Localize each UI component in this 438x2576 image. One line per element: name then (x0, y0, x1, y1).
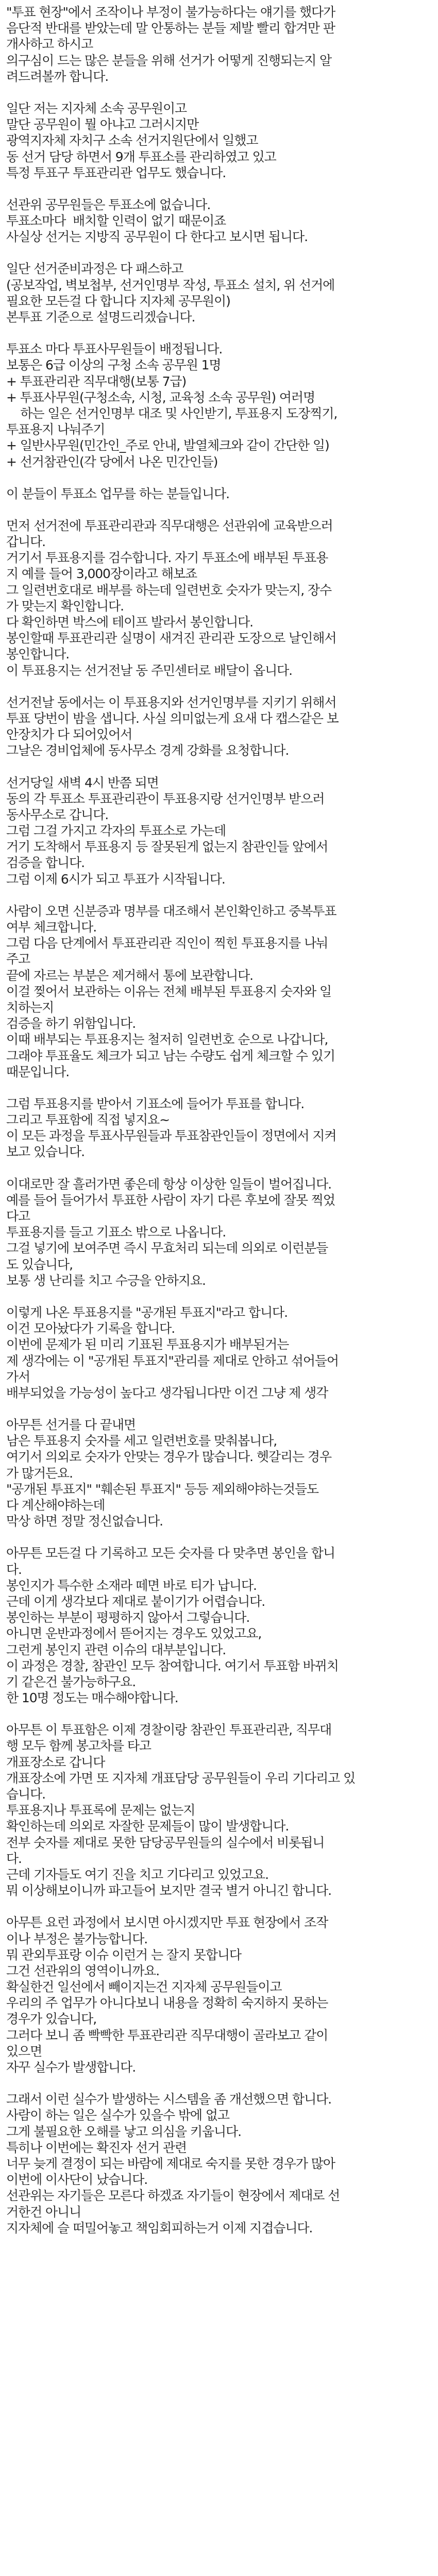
text-line: 동사무소로 갑니다. (6, 807, 109, 822)
text-line: 확실한건 일선에서 빼이지는건 지자체 공무원들이고 (6, 1979, 282, 1995)
paragraph (6, 486, 432, 502)
text-line: 근데 기자들도 여기 진을 치고 기다리고 있었고요. (6, 1867, 268, 1882)
text-line: 이번에 이사단이 났습니다. (6, 2172, 148, 2188)
text-line: 거기 도착해서 투표용지 등 잘못된게 없는지 참관인들 앞에서 (6, 839, 328, 855)
text-line: 행 모두 함께 봉고차를 타고 (6, 1738, 151, 1754)
text-line: 가서 (6, 1369, 30, 1384)
text-line: 그 일련번호대로 배부를 하는데 일련번호 숫자가 맞는지, 장수 (6, 582, 332, 598)
text-line: 이나 부정은 불가능합니다. (6, 1931, 148, 1946)
text-line: 아무튼 선거를 다 끝내면 (6, 1417, 136, 1433)
text-line: 그래야 투표율도 체크가 되고 남는 수량도 쉽게 체크할 수 있기 (6, 1048, 335, 1063)
text-line: 보통은 6급 이상의 구청 소속 공무원 1명 (6, 358, 221, 373)
paragraph (6, 341, 432, 470)
text-line: 너무 늦게 결정이 되는 바람에 제대로 숙지를 못한 경우가 많아 (6, 2156, 335, 2171)
text-line: 그건 선관위의 영역이니까요. (6, 1963, 160, 1978)
text-line: 다고 (6, 1209, 30, 1224)
text-line: 그런게 봉인지 관련 이슈의 대부분입니다. (6, 1642, 226, 1657)
text-line: 본투표 기준으로 설명드리겠습니다. (6, 310, 195, 325)
text-line: 안장치가 다 되어있어서 (6, 727, 132, 742)
text-line: 우리의 주 업무가 아니다보니 내용을 정확히 숙지하지 못하는 (6, 1995, 328, 2011)
text-line: 여부 체크합니다. (6, 920, 97, 935)
text-line: 광역지자체 자치구 소속 선거지원단에서 일했고 (6, 133, 258, 148)
text-line: 선거전날 동에서는 이 투표용지와 선거인명부를 지키기 위해서 (6, 694, 336, 710)
text-line: 갑니다. (6, 534, 45, 550)
text-line: 투표용지나 투표록에 문제는 없는지 (6, 1803, 195, 1818)
paragraph (6, 2091, 432, 2236)
text-line: 기 같은건 불가능하구요. (6, 1674, 136, 1689)
text-line: 이렇게 나온 투표용지를 "공개된 투표지"라고 합니다. (6, 1304, 288, 1320)
paragraph (6, 903, 432, 1080)
text-line: 사실상 선거는 지방직 공무원이 다 한다고 보시면 됩니다. (6, 229, 308, 245)
paragraph (6, 518, 432, 679)
text-line: 이때 배부되는 투표용지는 철저히 일련번호 순으로 나갑니다, (6, 1032, 328, 1047)
paragraph (6, 261, 432, 325)
text-line: 때문입니다. (6, 1064, 70, 1079)
paragraph (6, 1417, 432, 1529)
text-line: 아무튼 요런 과정에서 보시면 아시겠지만 투표 현장에서 조작 (6, 1915, 328, 1930)
text-line: 경우가 있습니다, (6, 2011, 97, 2027)
text-line: 려드려볼까 합니다. (6, 69, 109, 84)
text-line: 개사하고 하시고 (6, 37, 93, 52)
text-line: 여기서 의외로 숫자가 안맞는 경우가 많습니다. 헷갈리는 경우 (6, 1449, 332, 1465)
text-line: 검증을 합니다. (6, 855, 85, 871)
text-line: 동 선거 담당 하면서 9개 투표소를 관리하였고 있고 (6, 149, 276, 164)
text-line: 그걸 넣기에 보여주면 즉시 무효처리 되는데 의외로 이런분들 (6, 1241, 328, 1256)
text-line: 동의 각 투표소 투표관리관이 투표용지랑 선거인명부 받으러 (6, 791, 325, 806)
text-line: + 투표사무원(구청소속, 시청, 교육청 소속 공무원) 여러명 (6, 389, 315, 405)
text-line: 말단 공무원이 뭘 아냐고 그러시지만 (6, 117, 199, 132)
text-line: + 투표관리관 직무대행(보통 7급) (6, 374, 187, 389)
text-line: 뭐 이상해보이니까 파고들어 보지만 결국 별거 아니긴 합니다. (6, 1883, 332, 1899)
text-line: 아무튼 이 투표함은 이제 경찰이랑 참관인 투표관리관, 직무대 (6, 1722, 332, 1738)
text-line: 일단 저는 지자체 소속 공무원이고 (6, 100, 187, 116)
text-line: 가 맞는지 확인합니다. (6, 598, 124, 614)
text-line: 한 10명 정도는 매수해야합니다. (6, 1690, 178, 1706)
text-line: 그래서 이런 실수가 발생하는 시스템을 좀 개선했으면 합니다. (6, 2092, 332, 2107)
text-line: 다 확인하면 박스에 테이프 발라서 봉인합니다. (6, 615, 254, 630)
text-line: 그리고 투표함에 직접 넣지요~ (6, 1112, 170, 1128)
text-line: "공개된 투표지" "훼손된 투표지" 등등 제외해야하는것들도 (6, 1481, 318, 1497)
text-line: 음단적 반대를 받았는데 말 안통하는 분들 제발 빨리 합겨만 판 (6, 21, 335, 36)
text-line: 의구심이 드는 많은 분들을 위해 선거가 어떻게 진행되는지 알 (6, 53, 332, 68)
text-line: 이대로만 잘 흘러가면 좋은데 항상 이상한 일들이 벌어집니다. (6, 1176, 332, 1192)
text-line: 사람이 오면 신분증과 명부를 대조해서 본인확인하고 중복투표 (6, 903, 336, 919)
paragraph (6, 1545, 432, 1706)
text-line: 뭐 관외투표랑 이슈 이런거 는 잘지 못합니다 (6, 1947, 241, 1962)
text-line: 사람이 하는 일은 실수가 있을수 밖에 없고 (6, 2108, 229, 2123)
text-line: 이 분들이 투표소 업무를 하는 분들입니다. (6, 486, 229, 501)
paragraph (6, 4, 432, 84)
text-line: 근데 이게 생각보다 제대로 붙이기가 어렵습니다. (6, 1594, 265, 1609)
text-line: 하는 일은 선거인명부 대조 및 사인받기, 투표용지 도장찍기, (6, 405, 338, 421)
text-line: 보고 있습니다. (6, 1144, 85, 1160)
text-line: 필요한 모든걸 다 합니다 지자체 공무원이) (6, 293, 230, 309)
text-line: 선관위 공무원들은 투표소에 없습니다. (6, 197, 211, 212)
text-line: 있으면 (6, 2043, 42, 2059)
text-line: 특정 투표구 투표관리관 업무도 했습니다. (6, 165, 226, 180)
text-line: 이번에 문제가 된 미리 기표된 투표용지가 배부된거는 (6, 1337, 289, 1352)
text-line: 그러다 보니 좀 빡빡한 투표관리관 직무대행이 골라보고 같이 (6, 2027, 328, 2043)
text-line: 개표장소로 갑니다 (6, 1754, 105, 1770)
text-line: 거기서 투표용지를 검수합니다. 자기 투표소에 배부된 투표용 (6, 550, 328, 566)
text-line: 지자체에 슬 떠밀어놓고 책임회피하는거 이제 지겹습니다. (6, 2220, 313, 2235)
text-line: 먼저 선거전에 투표관리관과 직무대행은 선관위에 교육받으러 (6, 518, 333, 533)
text-line: 예를 들어 들어가서 투표한 사람이 자기 다른 후보에 잘못 찍었 (6, 1192, 335, 1208)
text-line: 투표 당번이 밤을 샙니다. 사실 의미없는게 요새 다 캡스같은 보 (6, 710, 339, 726)
text-line: 확인하는데 의외로 자잘한 문제들이 많이 발생합니다. (6, 1819, 289, 1834)
text-line: 그날은 경비업체에 동사무소 경계 강화를 요청합니다. (6, 743, 289, 758)
post-body (6, 4, 432, 2252)
text-line: 전부 숫자를 제대로 못한 담당공무원들의 실수에서 비롯됩니 (6, 1835, 325, 1850)
text-line: (공보작업, 벽보첩부, 선거인명부 작성, 투표소 설치, 위 선거에 (6, 277, 335, 293)
text-line: + 일반사무원(민간인_주로 안내, 발열체크와 같이 간단한 일) (6, 438, 329, 453)
paragraph (6, 775, 432, 887)
text-line: 치하는지 (6, 999, 54, 1015)
text-line: 이건 모아놨다가 기록을 합니다. (6, 1321, 175, 1336)
text-line: 자꾸 실수가 발생합니다. (6, 2060, 136, 2075)
paragraph (6, 1722, 432, 1899)
text-line: 투표용지를 들고 기표소 밖으로 나옵니다. (6, 1225, 226, 1240)
text-line: 아무튼 모든걸 다 기록하고 모든 숫자를 다 맞추면 봉인을 합니 (6, 1546, 335, 1561)
text-line: 그럼 그걸 가지고 각자의 투표소로 가는데 (6, 823, 226, 839)
text-line: 다. (6, 1562, 22, 1577)
paragraph (6, 1096, 432, 1160)
text-line: 이 투표용지는 선거전날 동 주민센터로 배달이 옵니다. (6, 663, 293, 678)
paragraph (6, 1914, 432, 2075)
text-line: 투표용지 나눠주기 (6, 422, 105, 437)
text-line: 투표소 마다 투표사무원들이 배정됩니다. (6, 342, 223, 357)
text-line: 지 예를 들어 3,000장이라고 해보죠 (6, 566, 197, 582)
text-line: 주고 (6, 952, 30, 967)
paragraph (6, 694, 432, 759)
text-line: 다. (6, 1851, 22, 1866)
paragraph (6, 197, 432, 245)
paragraph (6, 1176, 432, 1289)
paragraph (6, 1304, 432, 1401)
text-line: 선관위는 자기들은 모른다 하겠죠 자기들이 현장에서 제대로 선 (6, 2188, 340, 2204)
text-line: 일단 선거준비과정은 다 패스하고 (6, 261, 183, 277)
paragraph (6, 100, 432, 181)
text-line: 개표장소에 가면 또 지자체 개표담당 공무원들이 우리 기다리고 있 (6, 1770, 356, 1786)
text-line: 이걸 찢어서 보관하는 이유는 전체 배부된 투표용지 숫자와 일 (6, 984, 332, 999)
text-line: 그게 불필요한 오해를 낳고 의심을 키웁니다. (6, 2124, 241, 2139)
text-line: 봉인할때 투표관리관 실명이 새겨진 관리관 도장으로 날인해서 (6, 631, 336, 646)
text-line: 그럼 투표용지를 받아서 기표소에 들어가 투표를 합니다. (6, 1096, 305, 1111)
text-line: 투표소마다 배치할 인력이 없기 때문이죠 (6, 213, 226, 229)
text-line: 아니면 운반과정에서 뜯어지는 경우도 있었고요, (6, 1626, 262, 1641)
text-line: 그럼 이제 6시가 되고 투표가 시작됩니다. (6, 871, 225, 887)
text-line: 봉인합니다. (6, 647, 70, 662)
text-line: 검증을 하기 위함입니다. (6, 1016, 136, 1031)
text-line: 보통 생 난리를 치고 수긍을 안하지요. (6, 1273, 206, 1288)
text-line: 봉인지가 특수한 소재라 떼면 바로 티가 납니다. (6, 1578, 257, 1593)
text-line: 배부되었을 가능성이 높다고 생각됩니다만 이건 그냥 제 생각 (6, 1385, 328, 1400)
text-line: 습니다. (6, 1787, 45, 1802)
text-line: 이 모든 과정을 투표사무원들과 투표참관인들이 정면에서 지켜 (6, 1128, 336, 1144)
text-line: 거한건 아니니 (6, 2204, 81, 2219)
text-line: 봉인하는 부분이 평평하지 않아서 그렇습니다. (6, 1610, 250, 1625)
text-line: 그럼 다음 단계에서 투표관리관 직인이 찍힌 투표용지를 나눠 (6, 936, 328, 951)
text-line: 가 많거든요. (6, 1465, 73, 1481)
text-line: 이 과정은 경찰, 참관인 모두 참여합니다. 여기서 투표함 바뀌치 (6, 1658, 339, 1673)
text-line: 선거당일 새벽 4시 반쯤 되면 (6, 775, 159, 790)
text-line: 특히나 이번에는 확진자 선거 관련 (6, 2140, 187, 2155)
text-line: + 선거참관인(각 당에서 나온 민간인들) (6, 454, 218, 469)
text-line: 제 생각에는 이 "공개된 투표지"관리를 제대로 안하고 섞어들어 (6, 1353, 339, 1368)
text-line: 끝에 자르는 부분은 제거해서 통에 보관합니다. (6, 968, 254, 983)
text-line: 남은 투표용지 숫자를 세고 일련번호를 맞춰봅니다, (6, 1433, 277, 1449)
text-line: 도 있습니다, (6, 1257, 73, 1272)
text-line: 막상 하면 정말 정신없습니다. (6, 1514, 163, 1529)
text-line: 다 계산해야하는데 (6, 1498, 105, 1513)
text-line: "투표 현장"에서 조작이나 부정이 불가능하다는 얘기를 했다가 (6, 5, 335, 20)
